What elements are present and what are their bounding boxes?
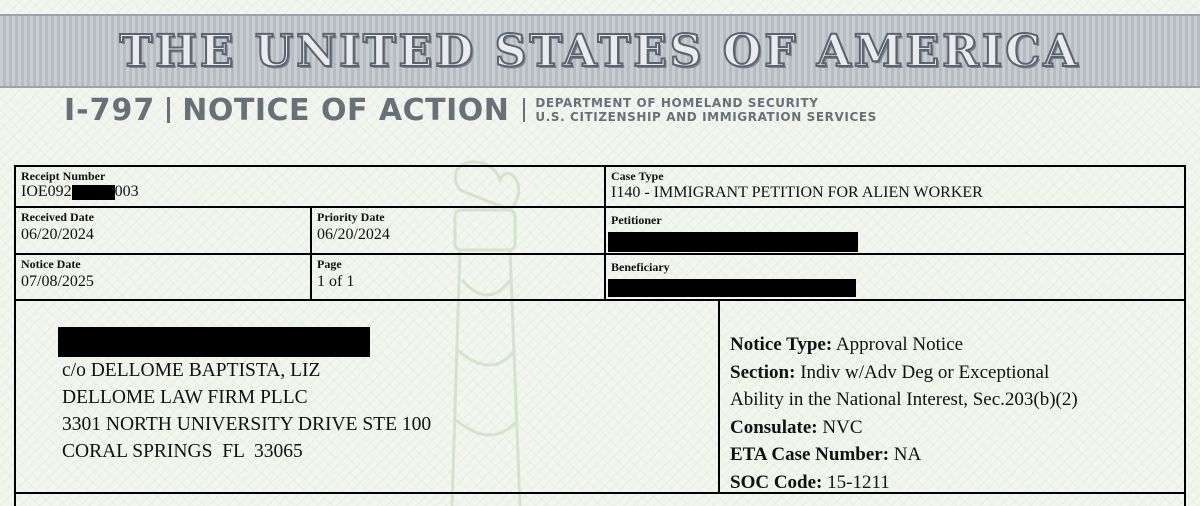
soc-label: SOC Code: <box>730 471 823 493</box>
notice-type-row <box>730 331 1078 359</box>
beneficiary-label: Beneficiary <box>611 260 670 274</box>
consulate-label: Consulate: <box>730 416 818 438</box>
address-line-2: DELLOME LAW FIRM PLLC <box>62 387 308 408</box>
petitioner-cell <box>606 208 1184 253</box>
department-line-2: U.S. CITIZENSHIP AND IMMIGRATION SERVICES <box>535 110 877 124</box>
page-cell <box>312 255 604 299</box>
notice-grid <box>14 165 1186 506</box>
page-value: 1 of 1 <box>317 273 355 290</box>
eta-value: NA <box>893 444 922 465</box>
form-title: NOTICE OF ACTION <box>182 92 510 128</box>
soc-value: 15-1211 <box>827 471 890 493</box>
beneficiary-redaction-bar <box>608 279 856 297</box>
department-block <box>535 96 877 124</box>
section-label: Section: <box>730 361 796 383</box>
address-line-4: CORAL SPRINGS FL 33065 <box>62 441 303 462</box>
priority-date-value: 06/20/2024 <box>317 226 390 243</box>
department-divider <box>523 98 525 122</box>
address-line-1: c/o DELLOME BAPTISTA, LIZ <box>62 360 321 381</box>
priority-date-label: Priority Date <box>317 210 385 224</box>
notice-date-cell <box>16 255 310 299</box>
notice-details <box>730 331 1078 496</box>
beneficiary-cell <box>606 255 1184 299</box>
form-number: I-797 <box>64 92 156 128</box>
case-type-cell <box>606 167 1184 206</box>
consulate-row <box>730 414 1078 442</box>
page-label: Page <box>317 257 342 271</box>
petitioner-label: Petitioner <box>611 213 662 227</box>
consulate-value: NVC <box>822 416 863 438</box>
received-date-value: 06/20/2024 <box>21 226 94 243</box>
receipt-number-prefix: IOE092 <box>21 183 72 200</box>
section-value-1: Indiv w/Adv Deg or Exceptional <box>800 361 1050 383</box>
notice-type-value: Approval Notice <box>835 334 964 355</box>
address-line-3: 3301 NORTH UNIVERSITY DRIVE STE 100 <box>62 414 432 435</box>
banner-title: THE UNITED STATES OF AMERICA <box>119 25 1081 77</box>
receipt-number-cell <box>16 167 604 206</box>
form-title-row <box>64 90 877 130</box>
priority-date-cell <box>312 208 604 253</box>
receipt-number-label: Receipt Number <box>21 169 106 183</box>
received-date-cell <box>16 208 310 253</box>
department-line-1: DEPARTMENT OF HOMELAND SECURITY <box>535 96 819 110</box>
soc-row <box>730 469 1078 497</box>
receipt-number-value <box>21 183 139 201</box>
receipt-number-suffix: 003 <box>114 183 139 200</box>
grid-line <box>16 299 1184 301</box>
mailing-address <box>62 357 431 465</box>
received-date-label: Received Date <box>21 210 94 224</box>
eta-row <box>730 441 1078 469</box>
title-divider <box>167 97 170 123</box>
notice-type-label: Notice Type: <box>730 334 833 355</box>
grid-line <box>718 301 720 493</box>
banner <box>0 14 1200 88</box>
eta-label: ETA Case Number: <box>730 444 890 465</box>
section-value-2: Ability in the National Interest, Sec.203(b)(2) <box>730 389 1078 410</box>
petitioner-redaction-bar <box>608 232 858 252</box>
redaction-bar <box>72 185 115 200</box>
case-type-label: Case Type <box>611 169 664 183</box>
notice-date-value: 07/08/2025 <box>21 273 94 290</box>
notice-date-label: Notice Date <box>21 257 81 271</box>
section-row <box>730 359 1078 387</box>
case-type-value: I140 - IMMIGRANT PETITION FOR ALIEN WORKER <box>611 184 983 201</box>
addressee-redaction-bar <box>58 327 370 357</box>
